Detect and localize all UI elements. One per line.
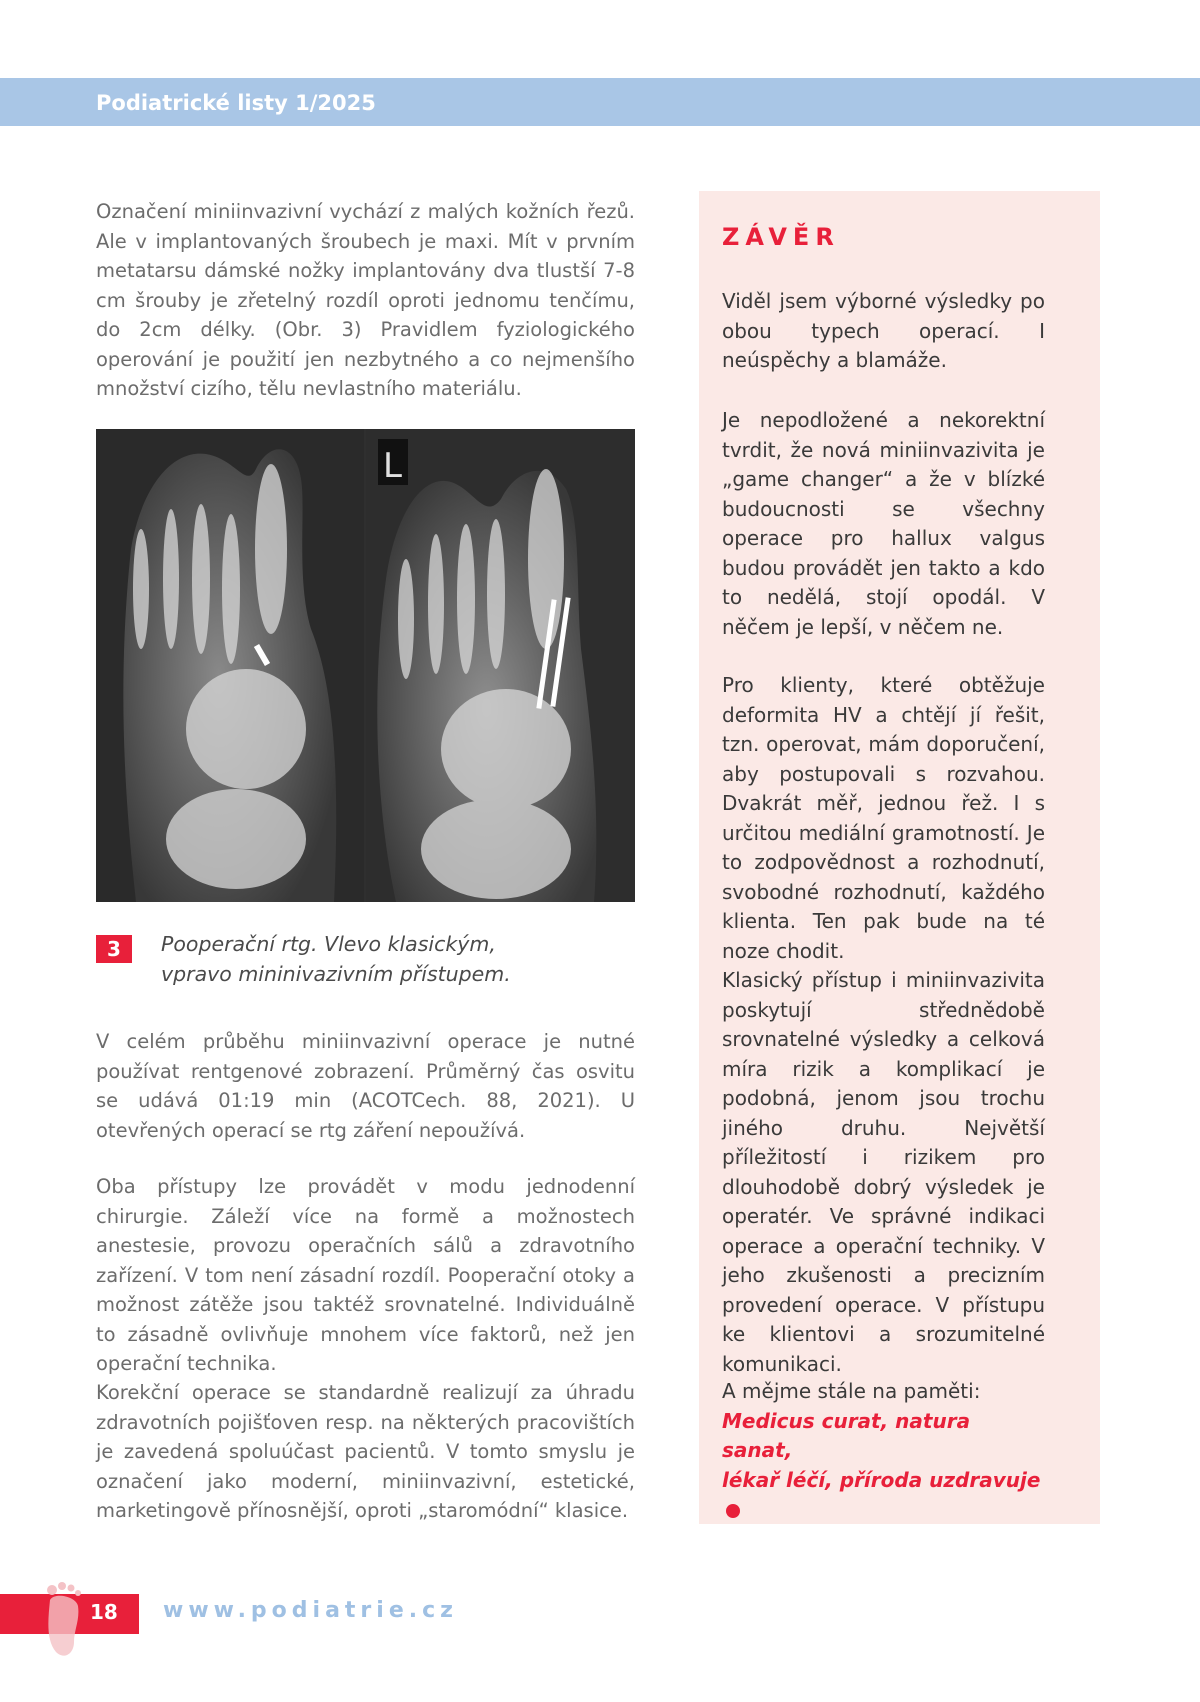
conclusion-paragraph bbox=[722, 406, 1045, 642]
closing-intro: A mějme stále na paměti: bbox=[722, 1379, 981, 1403]
conclusion-paragraph bbox=[722, 671, 1045, 966]
paragraph-text: Oba přístupy lze provádět v modu jednodenní chirurgie. Záleží více na formě a možnostech anestesie, provozu operačních sálů a zdravotního zařízení. V tom není zásadní rozdíl. Pooperační otoky a možnost zátěže jsou taktéž srovnatelné. Individuálně to zásadně ovlivňuje mnohem více faktorů, než jen operační technika. bbox=[96, 1175, 635, 1375]
page-number: 18 bbox=[90, 1600, 118, 1624]
foot-logo-icon bbox=[40, 1580, 88, 1658]
paragraph-surgery bbox=[96, 1172, 635, 1379]
conclusion-text: Je nepodložené a nekorektní tvrdit, že nová miniinvazivita je „game changer“ a že v blízké budoucnosti se všechny operace pro hallux valgus budou provádět jen takto a kdo to nedělá, stojí opodál. V něčem je lepší, v něčem ne. bbox=[722, 408, 1045, 639]
conclusion-paragraph bbox=[722, 287, 1045, 376]
conclusion-text: Pro klienty, které obtěžuje deformita HV a chtějí jí řešit, tzn. operovat, mám doporučení, aby postupovali s rozvahou. Dvakrát měř, jednou řež. I s určitou mediální gramotností. Je to zodpovědnost a rozhodnutí, svobodné rozhodnutí, každého klienta. Ten pak bude na té noze chodit. bbox=[722, 673, 1045, 963]
conclusion-text: Viděl jsem výborné výsledky po obou typech operací. I neúspěchy a blamáže. bbox=[722, 289, 1045, 372]
end-dot-icon bbox=[726, 1504, 740, 1518]
czech-quote: lékař léčí, příroda uzdravuje bbox=[722, 1467, 1041, 1492]
paragraph-payment bbox=[96, 1378, 635, 1526]
figure-number-badge: 3 bbox=[96, 935, 132, 963]
website-link[interactable]: www.podiatrie.cz bbox=[163, 1598, 458, 1623]
conclusion-text: Klasický přístup i miniinvazivita poskytují střednědobě srovnatelné výsledky a celková míra rizik a komplikací je podobná, jenom jsou trochu jiného druhu. Největší příležitostí i rizikem pro dlouhodobě dobrý výsledek je operatér. Ve správné indikaci operace a operační techniky. V jeho zkušenosti a precizním provedení operace. V přístupu ke klientovi a srozumitelné komunikaci. bbox=[722, 968, 1045, 1376]
paragraph-text: V celém průběhu miniinvazivní operace je nutné používat rentgenové zobrazení. Průměrný čas osvitu se udává 01:19 min (ACOTCech. 88, 2021). U otevřených operací se rtg záření nepoužívá. bbox=[96, 1030, 635, 1142]
paragraph-intro bbox=[96, 197, 635, 404]
paragraph-xray bbox=[96, 1027, 635, 1145]
paragraph-text: Označení miniinvazivní vychází z malých kožních řezů. Ale v implantovaných šroubech je maxi. Mít v prvním metatarsu dámské nožky implantovány dva tlustší 7-8 cm šrouby je zřetelný rozdíl oproti jednomu tenčímu, do 2cm délky. (Obr. 3) Pravidlem fyziologického operování je použití jen nezbytného a co nejmenšího množství cizího, tělu nevlastního materiálu. bbox=[96, 200, 635, 400]
xray-figure-image bbox=[96, 429, 635, 902]
latin-quote: Medicus curat, natura sanat, bbox=[722, 1408, 971, 1462]
figure-caption bbox=[161, 930, 601, 989]
conclusion-title: ZÁVĚR bbox=[722, 223, 840, 251]
caption-line-1: Pooperační rtg. Vlevo klasickým, bbox=[161, 932, 496, 956]
conclusion-closing bbox=[722, 1377, 1045, 1525]
conclusion-paragraph bbox=[722, 966, 1045, 1379]
journal-title: Podiatrické listy 1/2025 bbox=[96, 91, 376, 115]
xray-l-marker: L bbox=[383, 446, 402, 486]
paragraph-text: Korekční operace se standardně realizují za úhradu zdravotních pojišťoven resp. na některých pracovištích je zavedená spoluúčast pacientů. V tomto smyslu je označení jako moderní, miniinvazivní, estetické, marketingově přínosnější, oproti „staromódní“ klasice. bbox=[96, 1381, 635, 1522]
caption-line-2: vpravo mininivazivním přístupem. bbox=[161, 961, 511, 986]
